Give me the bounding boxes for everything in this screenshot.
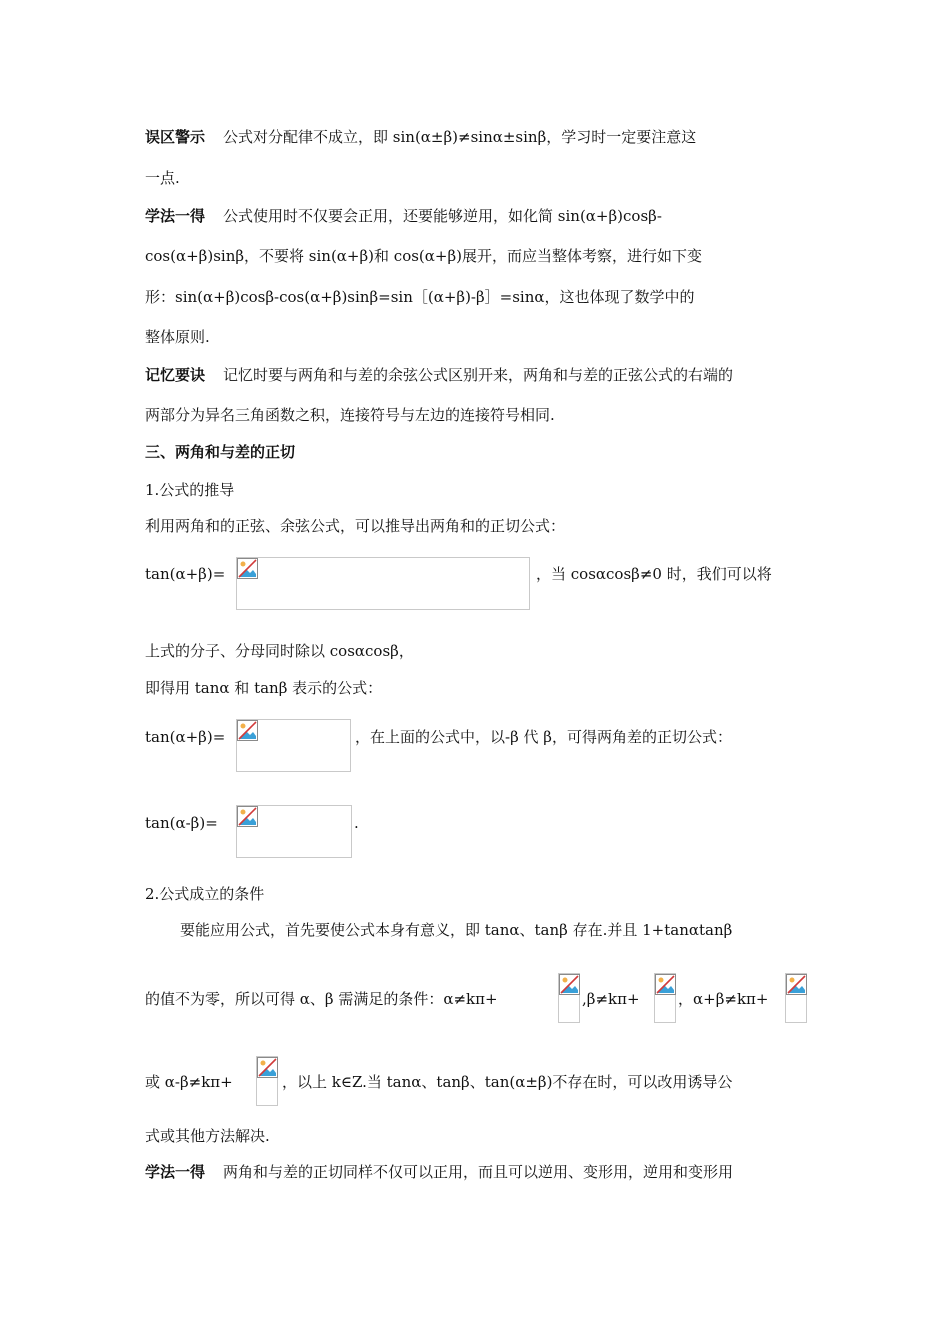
formula-tan-sum-left: tan(α+β)= (145, 565, 226, 583)
condition-part-a: 的值不为零，所以可得 α、β 需满足的条件：α≠kπ+ (145, 990, 498, 1008)
label-memory-tip: 记忆要诀 (145, 366, 206, 384)
fraction-image (654, 973, 676, 1023)
text-line: cos(α+β)sinβ，不要将 sin(α+β)和 cos(α+β)展开，而应当整体考察，进行如下变 (145, 247, 703, 265)
formula-image (236, 557, 530, 610)
section-title: 三、两角和与差的正切 (145, 443, 296, 461)
text-line: 一点. (145, 169, 180, 187)
formula-tan-sum2-left: tan(α+β)= (145, 728, 226, 746)
formula-tan-diff-right: . (354, 814, 359, 832)
formula-image (236, 719, 351, 772)
text: 记忆时要与两角和与差的余弦公式区别开来，两角和与差的正弦公式的右端的 (223, 366, 734, 384)
text: 公式对分配律不成立，即 sin(α±β)≠sinα±sinβ，学习时一定要注意这 (223, 128, 697, 146)
text-line: 两部分为异名三角函数之积，连接符号与左边的连接符号相同. (145, 406, 555, 424)
condition-part-c: ，α+β≠kπ+ (678, 990, 769, 1008)
formula-tan-sum2-right: ，在上面的公式中，以-β 代 β，可得两角差的正切公式： (355, 728, 732, 746)
broken-image-icon (237, 558, 258, 579)
paragraph-memory-tip (145, 364, 733, 386)
label-method: 学法一得 (145, 207, 206, 225)
broken-image-icon (257, 1057, 278, 1078)
condition-part-b: ,β≠kπ+ (582, 990, 640, 1008)
formula-image (236, 805, 352, 858)
paragraph-method-1 (145, 205, 662, 227)
condition-part-d: 或 α-β≠kπ+ (145, 1073, 233, 1091)
text-line: 要能应用公式，首先要使公式本身有意义，即 tanα、tanβ 存在.并且 1+tanαtanβ (180, 921, 733, 939)
fraction-image (558, 973, 580, 1023)
text-line: 整体原则. (145, 328, 210, 346)
text-line: 形：sin(α+β)cosβ-cos(α+β)sinβ=sin［(α+β)-β］=sinα，这也体现了数学中的 (145, 288, 695, 306)
formula-tan-diff-left: tan(α-β)= (145, 814, 218, 832)
paragraph-error-warning (145, 126, 696, 148)
fraction-image (785, 973, 807, 1023)
text-line: 利用两角和的正弦、余弦公式，可以推导出两角和的正切公式： (145, 517, 566, 535)
text: 两角和与差的正切同样不仅可以正用，而且可以逆用、变形用，逆用和变形用 (223, 1163, 734, 1181)
broken-image-icon (786, 974, 807, 995)
broken-image-icon (237, 806, 258, 827)
text-line: 即得用 tanα 和 tanβ 表示的公式： (145, 679, 383, 697)
formula-tan-sum-right: ，当 cosαcosβ≠0 时，我们可以将 (536, 565, 772, 583)
text-line: 式或其他方法解决. (145, 1127, 270, 1145)
subsection-title: 2.公式成立的条件 (145, 885, 265, 903)
fraction-image (256, 1056, 278, 1106)
text: 公式使用时不仅要会正用，还要能够逆用，如化简 sin(α+β)cosβ- (223, 207, 662, 225)
broken-image-icon (655, 974, 676, 995)
paragraph-method-2 (145, 1161, 733, 1183)
label-error-warning: 误区警示 (145, 128, 206, 146)
subsection-title: 1.公式的推导 (145, 481, 235, 499)
broken-image-icon (559, 974, 580, 995)
condition-part-e: ，以上 k∈Z.当 tanα、tanβ、tan(α±β)不存在时，可以改用诱导公 (282, 1073, 733, 1091)
broken-image-icon (237, 720, 258, 741)
text-line: 上式的分子、分母同时除以 cosαcosβ， (145, 642, 414, 660)
label-method: 学法一得 (145, 1163, 206, 1181)
